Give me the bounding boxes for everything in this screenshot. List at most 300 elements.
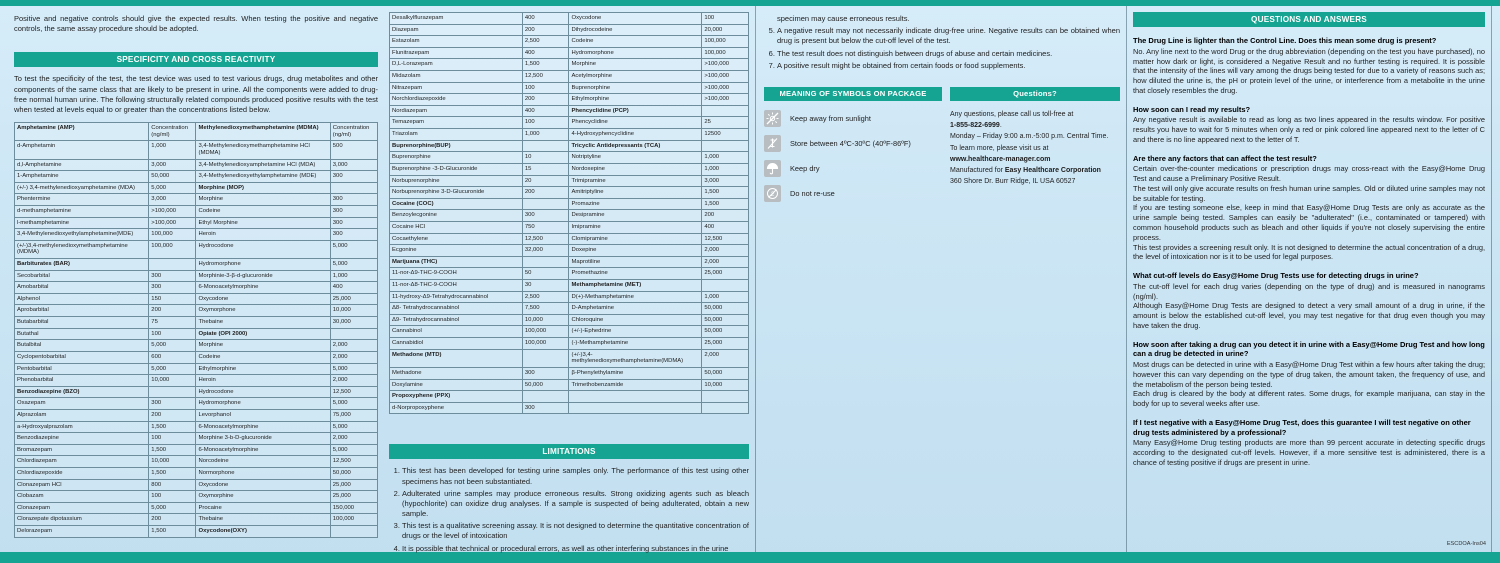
- drug-name-cell: 1-Amphetamine: [15, 171, 149, 183]
- drug-name-cell: Imipramine: [569, 221, 702, 233]
- limitations-list: [389, 466, 749, 554]
- concentration-cell: 7,500: [522, 303, 569, 315]
- concentration-cell: [522, 349, 569, 367]
- concentration-cell: 100,000: [330, 514, 377, 526]
- table-row: [390, 210, 749, 222]
- drug-name-cell: Butabarbital: [15, 317, 149, 329]
- qa-item: [1133, 340, 1485, 409]
- qa-item: [1133, 36, 1485, 96]
- drug-name-cell: Thebaine: [196, 317, 330, 329]
- concentration-cell: 150,000: [330, 502, 377, 514]
- concentration-cell: [702, 280, 749, 292]
- concentration-cell: 2,000: [330, 375, 377, 387]
- column-specificity: [14, 14, 378, 538]
- concentration-cell: 300: [330, 206, 377, 218]
- drug-name-cell: Butathal: [15, 328, 149, 340]
- contact-info: [950, 109, 1120, 187]
- symbol-label: Keep away from sunlight: [790, 113, 871, 123]
- concentration-cell: 400: [522, 105, 569, 117]
- table-row: [15, 375, 378, 387]
- qa-section-header: QUESTIONS AND ANSWERS: [1133, 12, 1485, 27]
- table-row: [15, 421, 378, 433]
- drug-name-cell: Alphenol: [15, 293, 149, 305]
- drug-name-cell: Midazolam: [390, 71, 523, 83]
- drug-name-cell: D-Amphetamine: [569, 303, 702, 315]
- table-row: [15, 526, 378, 538]
- drug-name-cell: D(+)-Methamphetamine: [569, 291, 702, 303]
- table-row: [15, 456, 378, 468]
- concentration-cell: 12,500: [330, 386, 377, 398]
- drug-name-cell: Oxymorphine: [196, 491, 330, 503]
- svg-text:2: 2: [770, 190, 775, 198]
- concentration-cell: 10,000: [330, 305, 377, 317]
- concentration-cell: 200: [522, 187, 569, 199]
- concentration-cell: 400: [330, 282, 377, 294]
- limitations-continuation: specimen may cause erroneous results.: [777, 14, 910, 23]
- concentration-cell: 20: [522, 175, 569, 187]
- phone-number: 1-855-822-6999: [950, 122, 1000, 130]
- drug-name-cell: Levorphanol: [196, 409, 330, 421]
- questions-section: [950, 87, 1120, 210]
- concentration-cell: 5,000: [330, 421, 377, 433]
- symbol-row: [764, 110, 942, 127]
- drug-name-cell: Ethyl Morphine: [196, 217, 330, 229]
- website-link: www.healthcare-manager.com: [950, 155, 1051, 163]
- concentration-cell: [702, 391, 749, 403]
- concentration-cell: [522, 256, 569, 268]
- table-row: [15, 444, 378, 456]
- drug-name-cell: Morphine: [196, 340, 330, 352]
- symbols-section-header: MEANING OF SYMBOLS ON PACKAGE: [764, 87, 942, 101]
- umbrella-icon: [764, 160, 781, 177]
- concentration-cell: 75,000: [330, 409, 377, 421]
- table-row: [390, 245, 749, 257]
- concentration-cell: 300: [330, 229, 377, 241]
- drug-name-cell: Promazine: [569, 198, 702, 210]
- table-row: [390, 349, 749, 367]
- drug-name-cell: (+/-)-Ephedrine: [569, 326, 702, 338]
- concentration-cell: 600: [149, 351, 196, 363]
- concentration-cell: 1,500: [149, 444, 196, 456]
- qa-item: [1133, 154, 1485, 262]
- table-row: [15, 270, 378, 282]
- concentration-cell: >100,000: [702, 71, 749, 83]
- column-header: Methylenedioxymethamphetamine (MDMA): [196, 123, 330, 141]
- drug-name-cell: (+/-) 3,4-methylenedioxyamphetamine (MDA): [15, 182, 149, 194]
- drug-name-cell: Aprobarbital: [15, 305, 149, 317]
- column-symbols-questions: [764, 14, 1120, 210]
- concentration-cell: 50,000: [702, 314, 749, 326]
- concentration-cell: 400: [522, 47, 569, 59]
- symbol-label: Do not re-use: [790, 188, 835, 198]
- concentration-cell: 30: [522, 280, 569, 292]
- concentration-cell: 3,000: [149, 159, 196, 171]
- table-row: [390, 163, 749, 175]
- drug-name-cell: Phencyclidine (PCP): [569, 105, 702, 117]
- concentration-cell: [149, 259, 196, 271]
- drug-name-cell: Δ9- Tetrahydrocannabinol: [390, 314, 523, 326]
- qa-question: Are there any factors that can affect the test result?: [1133, 153, 1317, 163]
- drug-name-cell: Hydromorphone: [569, 47, 702, 59]
- concentration-cell: 800: [149, 479, 196, 491]
- drug-name-cell: Secobarbital: [15, 270, 149, 282]
- concentration-cell: 50,000: [702, 367, 749, 379]
- qa-item: [1133, 271, 1485, 331]
- table-row: [15, 282, 378, 294]
- drug-name-cell: 11-nor-Δ8-THC-9-COOH: [390, 280, 523, 292]
- symbols-section: [764, 87, 942, 210]
- list-item: 7. A positive result might be obtained from certain foods or food supplements.: [777, 61, 1120, 71]
- concentration-cell: 100,000: [522, 326, 569, 338]
- table-row: [15, 491, 378, 503]
- table-row: [390, 391, 749, 403]
- table-row: [15, 502, 378, 514]
- drug-name-cell: 3,4-Methylenedioxyamphetamine HCl (MDA): [196, 159, 330, 171]
- drug-name-cell: Codeine: [196, 206, 330, 218]
- concentration-cell: 3,000: [702, 175, 749, 187]
- concentration-cell: 200: [149, 409, 196, 421]
- concentration-cell: 500: [330, 141, 377, 159]
- qa-question: The Drug Line is lighter than the Control Line. Does this mean some drug is present?: [1133, 36, 1437, 45]
- table-row: [15, 259, 378, 271]
- table-row: [390, 36, 749, 48]
- concentration-cell: 400: [702, 221, 749, 233]
- concentration-cell: 100: [149, 433, 196, 445]
- concentration-cell: >100,000: [149, 206, 196, 218]
- concentration-cell: 5,000: [330, 444, 377, 456]
- concentration-cell: 12,500: [522, 233, 569, 245]
- list-item: 4. It is possible that technical or procedural errors, as well as other interfering substances in the urine: [402, 544, 749, 554]
- concentration-cell: 5,000: [149, 182, 196, 194]
- drug-name-cell: Buprenorphine: [390, 152, 523, 164]
- column-questions-answers: [1133, 12, 1485, 468]
- concentration-cell: 200: [522, 24, 569, 36]
- drug-name-cell: Thebaine: [196, 514, 330, 526]
- controls-paragraph: Positive and negative controls should give the expected results. When testing the positive and negative controls, the same assay procedure should be adopted.: [14, 14, 378, 34]
- drug-name-cell: 4-Hydroxyphencyclidine: [569, 129, 702, 141]
- no-reuse-icon: [764, 185, 781, 202]
- concentration-cell: >100,000: [702, 94, 749, 106]
- concentration-cell: [702, 105, 749, 117]
- drug-name-cell: 3,4-Methylenedioxymethamphetamine HCl (MDMA): [196, 141, 330, 159]
- drug-name-cell: d-Norpropoxyphene: [390, 402, 523, 414]
- qa-answer-paragraph: Any negative result is available to read as long as two lines appeared in the results window. For positive results you have to wait for 5 minutes when only a red or pink colored line appeared next to the letter of C and there is no line appeared next to the letter of T.: [1133, 115, 1485, 144]
- table-row: [15, 217, 378, 229]
- drug-name-cell: 3,4-Methylenedioxyethylamphetamine (MDE): [196, 171, 330, 183]
- concentration-cell: 100,000: [149, 229, 196, 241]
- concentration-cell: 5,000: [330, 398, 377, 410]
- table-row: [15, 409, 378, 421]
- table-row: [390, 59, 749, 71]
- drug-name-cell: Oxymorphone: [196, 305, 330, 317]
- concentration-cell: 5,000: [149, 340, 196, 352]
- drug-name-cell: Cocaine HCl: [390, 221, 523, 233]
- symbol-row: [764, 135, 942, 152]
- drug-name-cell: (-)-Methamphetamine: [569, 338, 702, 350]
- table-row: [390, 175, 749, 187]
- concentration-cell: 150: [149, 293, 196, 305]
- drug-name-cell: 6-Monoacetylmorphine: [196, 421, 330, 433]
- qa-answer-paragraph: Many Easy@Home Drug testing products are more than 99 percent accurate in detecting specific drugs according to the designated cut-off levels. However, if a more sensitive test is administered, there is a chance of testing positive if drugs are present in urine.: [1133, 438, 1485, 467]
- drug-name-cell: Methadone: [390, 367, 523, 379]
- drug-name-cell: Morphine: [196, 194, 330, 206]
- drug-name-cell: Triazolam: [390, 129, 523, 141]
- concentration-cell: 15: [522, 163, 569, 175]
- drug-name-cell: Chlordiazepoxide: [15, 468, 149, 480]
- table-row: [390, 268, 749, 280]
- drug-name-cell: [569, 402, 702, 414]
- concentration-cell: 32,000: [522, 245, 569, 257]
- concentration-cell: 20,000: [702, 24, 749, 36]
- drug-name-cell: Chlordiazepam: [15, 456, 149, 468]
- concentration-cell: 25,000: [330, 479, 377, 491]
- concentration-cell: 100: [702, 13, 749, 25]
- concentration-cell: 100,000: [149, 240, 196, 258]
- sunlight-icon: [764, 110, 781, 127]
- table-row: [390, 338, 749, 350]
- limitations-list-continued: [764, 26, 1120, 71]
- symbol-label: Store between 4ºC-30ºC (40ºF-86ºF): [790, 138, 911, 148]
- table-row: [390, 47, 749, 59]
- drug-name-cell: Acetylmorphine: [569, 71, 702, 83]
- concentration-cell: 5,000: [330, 363, 377, 375]
- concentration-cell: 10,000: [702, 379, 749, 391]
- qa-answer-paragraph: No. Any line next to the word Drug or the drug abbreviation (depending on the test you have purchased), no matter how dark or light, is considered a Negative Result and no further testing is required. It is possible that the intensity of the lines will vary among the drugs being tested for due to a variety of reasons such as; how diluted the urine is, the pH or protein level of the urine, or interference from a metabolite in the urine that closely resembles the drug.: [1133, 46, 1485, 95]
- table-row: [390, 233, 749, 245]
- cross-reactivity-table-left: [14, 122, 378, 538]
- drug-name-cell: Clonazepam: [15, 502, 149, 514]
- qa-answer-paragraph: This test provides a screening result only. It is not designed to determine the actual concentration of a drug, the level of intoxication nor is it to be used for legal purposes.: [1133, 242, 1485, 262]
- drug-name-cell: Clonazepam HCl: [15, 479, 149, 491]
- drug-name-cell: Desalkylflurazepam: [390, 13, 523, 25]
- concentration-cell: 12,500: [330, 456, 377, 468]
- drug-name-cell: Tricyclic Antidepressants (TCA): [569, 140, 702, 152]
- drug-name-cell: Diazepam: [390, 24, 523, 36]
- drug-name-cell: Alprazolam: [15, 409, 149, 421]
- drug-name-cell: Morphine (MOP): [196, 182, 330, 194]
- concentration-cell: 1,000: [149, 141, 196, 159]
- drug-name-cell: Promethazine: [569, 268, 702, 280]
- concentration-cell: 12,500: [702, 233, 749, 245]
- table-row: [15, 206, 378, 218]
- table-row: [390, 291, 749, 303]
- qa-question: If I test negative with a Easy@Home Drug Test, does this guarantee I will test negative on other drug tests administered by a professional?: [1133, 417, 1471, 437]
- concentration-cell: 2,000: [330, 340, 377, 352]
- drug-name-cell: Opiate (OPI 2000): [196, 328, 330, 340]
- drug-name-cell: Codeine: [196, 351, 330, 363]
- drug-name-cell: Marijuana (THC): [390, 256, 523, 268]
- specificity-intro-paragraph: To test the specificity of the test, the test device was used to test various drugs, drug metabolites and other components of the same class that are likely to be present in urine. All the components were added to drug-free normal human urine. The following structurally related compounds produced positive results with the test when tested at levels equal to or greater than the concentrations listed below.: [14, 74, 378, 114]
- table-row: [15, 433, 378, 445]
- concentration-cell: 10: [522, 152, 569, 164]
- drug-name-cell: Bromazepam: [15, 444, 149, 456]
- list-item: 6. The test result does not distinguish between drugs of abuse and certain medicines.: [777, 49, 1120, 59]
- concentration-cell: 50,000: [522, 379, 569, 391]
- table-header-row: [15, 123, 378, 141]
- concentration-cell: 300: [330, 194, 377, 206]
- concentration-cell: 1,500: [149, 468, 196, 480]
- concentration-cell: 1,000: [330, 270, 377, 282]
- table-row: [15, 182, 378, 194]
- drug-name-cell: Cannabidiol: [390, 338, 523, 350]
- drug-name-cell: Buprenorphine(BUP): [390, 140, 523, 152]
- drug-name-cell: Morphine: [569, 59, 702, 71]
- concentration-cell: 1,500: [702, 198, 749, 210]
- concentration-cell: 100,000: [522, 338, 569, 350]
- concentration-cell: 100: [149, 491, 196, 503]
- concentration-cell: 1,500: [702, 187, 749, 199]
- table-row: [390, 280, 749, 292]
- drug-name-cell: Butalbital: [15, 340, 149, 352]
- table-row: [15, 479, 378, 491]
- concentration-cell: 2,500: [522, 36, 569, 48]
- concentration-cell: 100: [522, 117, 569, 129]
- concentration-cell: 300: [522, 210, 569, 222]
- concentration-cell: 1,000: [702, 291, 749, 303]
- concentration-cell: 5,000: [330, 240, 377, 258]
- table-row: [15, 229, 378, 241]
- list-item: 1. This test has been developed for testing urine samples only. The performance of this test using other specimens has not been substantiated.: [402, 466, 749, 486]
- qa-question: How soon after taking a drug can you detect it in urine with a Easy@Home Drug Test and how long can a drug be detected in urine?: [1133, 339, 1485, 359]
- manufacturer-line: Manufactured for Easy Healthcare Corporation: [950, 166, 1101, 174]
- symbol-label: Keep dry: [790, 163, 820, 173]
- concentration-cell: 2,000: [702, 349, 749, 367]
- drug-name-cell: Norchlordiazepoxide: [390, 94, 523, 106]
- drug-name-cell: d,l-Amphetamine: [15, 159, 149, 171]
- drug-name-cell: Notriptyline: [569, 152, 702, 164]
- list-item: 3. This test is a qualitative screening assay. It is not designed to determine the quantitative concentration of drugs or the level of intoxication: [402, 521, 749, 541]
- drug-name-cell: Delorazepam: [15, 526, 149, 538]
- drug-name-cell: Amobarbital: [15, 282, 149, 294]
- table-row: [390, 129, 749, 141]
- concentration-cell: 50: [522, 268, 569, 280]
- concentration-cell: 50,000: [702, 303, 749, 315]
- table-row: [15, 351, 378, 363]
- table-row: [15, 317, 378, 329]
- table-row: [390, 82, 749, 94]
- concentration-cell: 10,000: [149, 456, 196, 468]
- concentration-cell: 2,500: [522, 291, 569, 303]
- table-row: [390, 105, 749, 117]
- drug-name-cell: [569, 391, 702, 403]
- drug-name-cell: Morphinie-3-β-d-glucuronide: [196, 270, 330, 282]
- concentration-cell: 400: [522, 13, 569, 25]
- drug-name-cell: Oxycodone: [196, 293, 330, 305]
- concentration-cell: [330, 182, 377, 194]
- concentration-cell: 300: [522, 367, 569, 379]
- contact-line: Any questions, please call us toll-free at: [950, 110, 1074, 118]
- drug-name-cell: (+/-)3,4-methylenedioxymethamphetamine (MDMA): [15, 240, 149, 258]
- concentration-cell: 1,500: [149, 526, 196, 538]
- table-row: [390, 24, 749, 36]
- concentration-cell: [330, 526, 377, 538]
- concentration-cell: [702, 140, 749, 152]
- drug-name-cell: Oxycodone(OXY): [196, 526, 330, 538]
- concentration-cell: 300: [522, 402, 569, 414]
- table-row: [390, 314, 749, 326]
- table-row: [390, 140, 749, 152]
- concentration-cell: 200: [702, 210, 749, 222]
- drug-name-cell: d-methamphetamine: [15, 206, 149, 218]
- drug-name-cell: Procaine: [196, 502, 330, 514]
- specificity-section-header: SPECIFICITY AND CROSS REACTIVITY: [14, 52, 378, 67]
- table-row: [15, 328, 378, 340]
- table-row: [15, 514, 378, 526]
- table-row: [15, 305, 378, 317]
- table-row: [390, 379, 749, 391]
- concentration-cell: 50,000: [330, 468, 377, 480]
- qa-answer-paragraph: Each drug is cleared by the body at different rates. Some drugs, for example marijuana, can stay in the body for up to several weeks after use.: [1133, 389, 1485, 409]
- drug-name-cell: 6-Monoacetylmorphine: [196, 444, 330, 456]
- concentration-cell: >100,000: [702, 82, 749, 94]
- concentration-cell: 200: [522, 94, 569, 106]
- limitations-section-header: LIMITATIONS: [389, 444, 749, 459]
- drug-name-cell: Nordoxepine: [569, 163, 702, 175]
- drug-name-cell: Clorazepate dipotassium: [15, 514, 149, 526]
- drug-name-cell: Cocaethylene: [390, 233, 523, 245]
- concentration-cell: 300: [330, 217, 377, 229]
- drug-name-cell: Cannabinol: [390, 326, 523, 338]
- drug-name-cell: Desipramine: [569, 210, 702, 222]
- table-row: [15, 398, 378, 410]
- concentration-cell: 2,000: [330, 351, 377, 363]
- drug-name-cell: Benzodiazepine (BZO): [15, 386, 149, 398]
- drug-name-cell: 6-Monoacetylmorphine: [196, 282, 330, 294]
- concentration-cell: 5,000: [149, 363, 196, 375]
- drug-name-cell: Amitriptyline: [569, 187, 702, 199]
- drug-name-cell: 11-nor-Δ9-THC-9-COOH: [390, 268, 523, 280]
- table-row: [15, 159, 378, 171]
- drug-name-cell: Buprenorphine -3-D-Glucuronide: [390, 163, 523, 175]
- drug-name-cell: Methadone (MTD): [390, 349, 523, 367]
- drug-name-cell: Methamphetamine (MET): [569, 280, 702, 292]
- concentration-cell: [522, 140, 569, 152]
- drug-name-cell: d-Amphetamin: [15, 141, 149, 159]
- qa-answer-paragraph: Most drugs can be detected in urine with a Easy@Home Drug Test within a few hours after taking the drug; however this can vary depending on the type of drug taken, the amount taken, the frequency of use, and the metabolism of the person being tested.: [1133, 360, 1485, 389]
- concentration-cell: 25: [702, 117, 749, 129]
- concentration-cell: 12500: [702, 129, 749, 141]
- table-row: [390, 13, 749, 25]
- drug-name-cell: Trimethobenzamide: [569, 379, 702, 391]
- drug-name-cell: Δ8- Tetrahydrocannabinol: [390, 303, 523, 315]
- column-header: Concentration (ng/ml): [149, 123, 196, 141]
- concentration-cell: 75: [149, 317, 196, 329]
- drug-name-cell: Pentobarbital: [15, 363, 149, 375]
- phone-line: 1-855-822-6999.: [950, 122, 1002, 130]
- table-row: [15, 386, 378, 398]
- drug-name-cell: Ethylmorphine: [196, 363, 330, 375]
- table-row: [15, 141, 378, 159]
- drug-name-cell: Norcodeine: [196, 456, 330, 468]
- concentration-cell: [522, 198, 569, 210]
- table-row: [15, 363, 378, 375]
- concentration-cell: 200: [149, 305, 196, 317]
- table-row: [390, 256, 749, 268]
- drug-name-cell: Maprotiline: [569, 256, 702, 268]
- drug-name-cell: Hydromorphone: [196, 259, 330, 271]
- drug-name-cell: Cocaine (COC): [390, 198, 523, 210]
- drug-name-cell: Ecgonine: [390, 245, 523, 257]
- qa-answer-paragraph: Certain over-the-counter medications or prescription drugs may cross-react with the Easy@Home Drug Test and cause a Preliminary Positive Result.: [1133, 164, 1485, 184]
- table-row: [390, 152, 749, 164]
- drug-name-cell: Buprenorphine: [569, 82, 702, 94]
- drug-name-cell: Chloroquine: [569, 314, 702, 326]
- qa-item: [1133, 418, 1485, 468]
- contact-line: To learn more, please visit us at: [950, 144, 1049, 152]
- drug-name-cell: Norbuprenorphine: [390, 175, 523, 187]
- drug-name-cell: Nitrazepam: [390, 82, 523, 94]
- table-row: [390, 221, 749, 233]
